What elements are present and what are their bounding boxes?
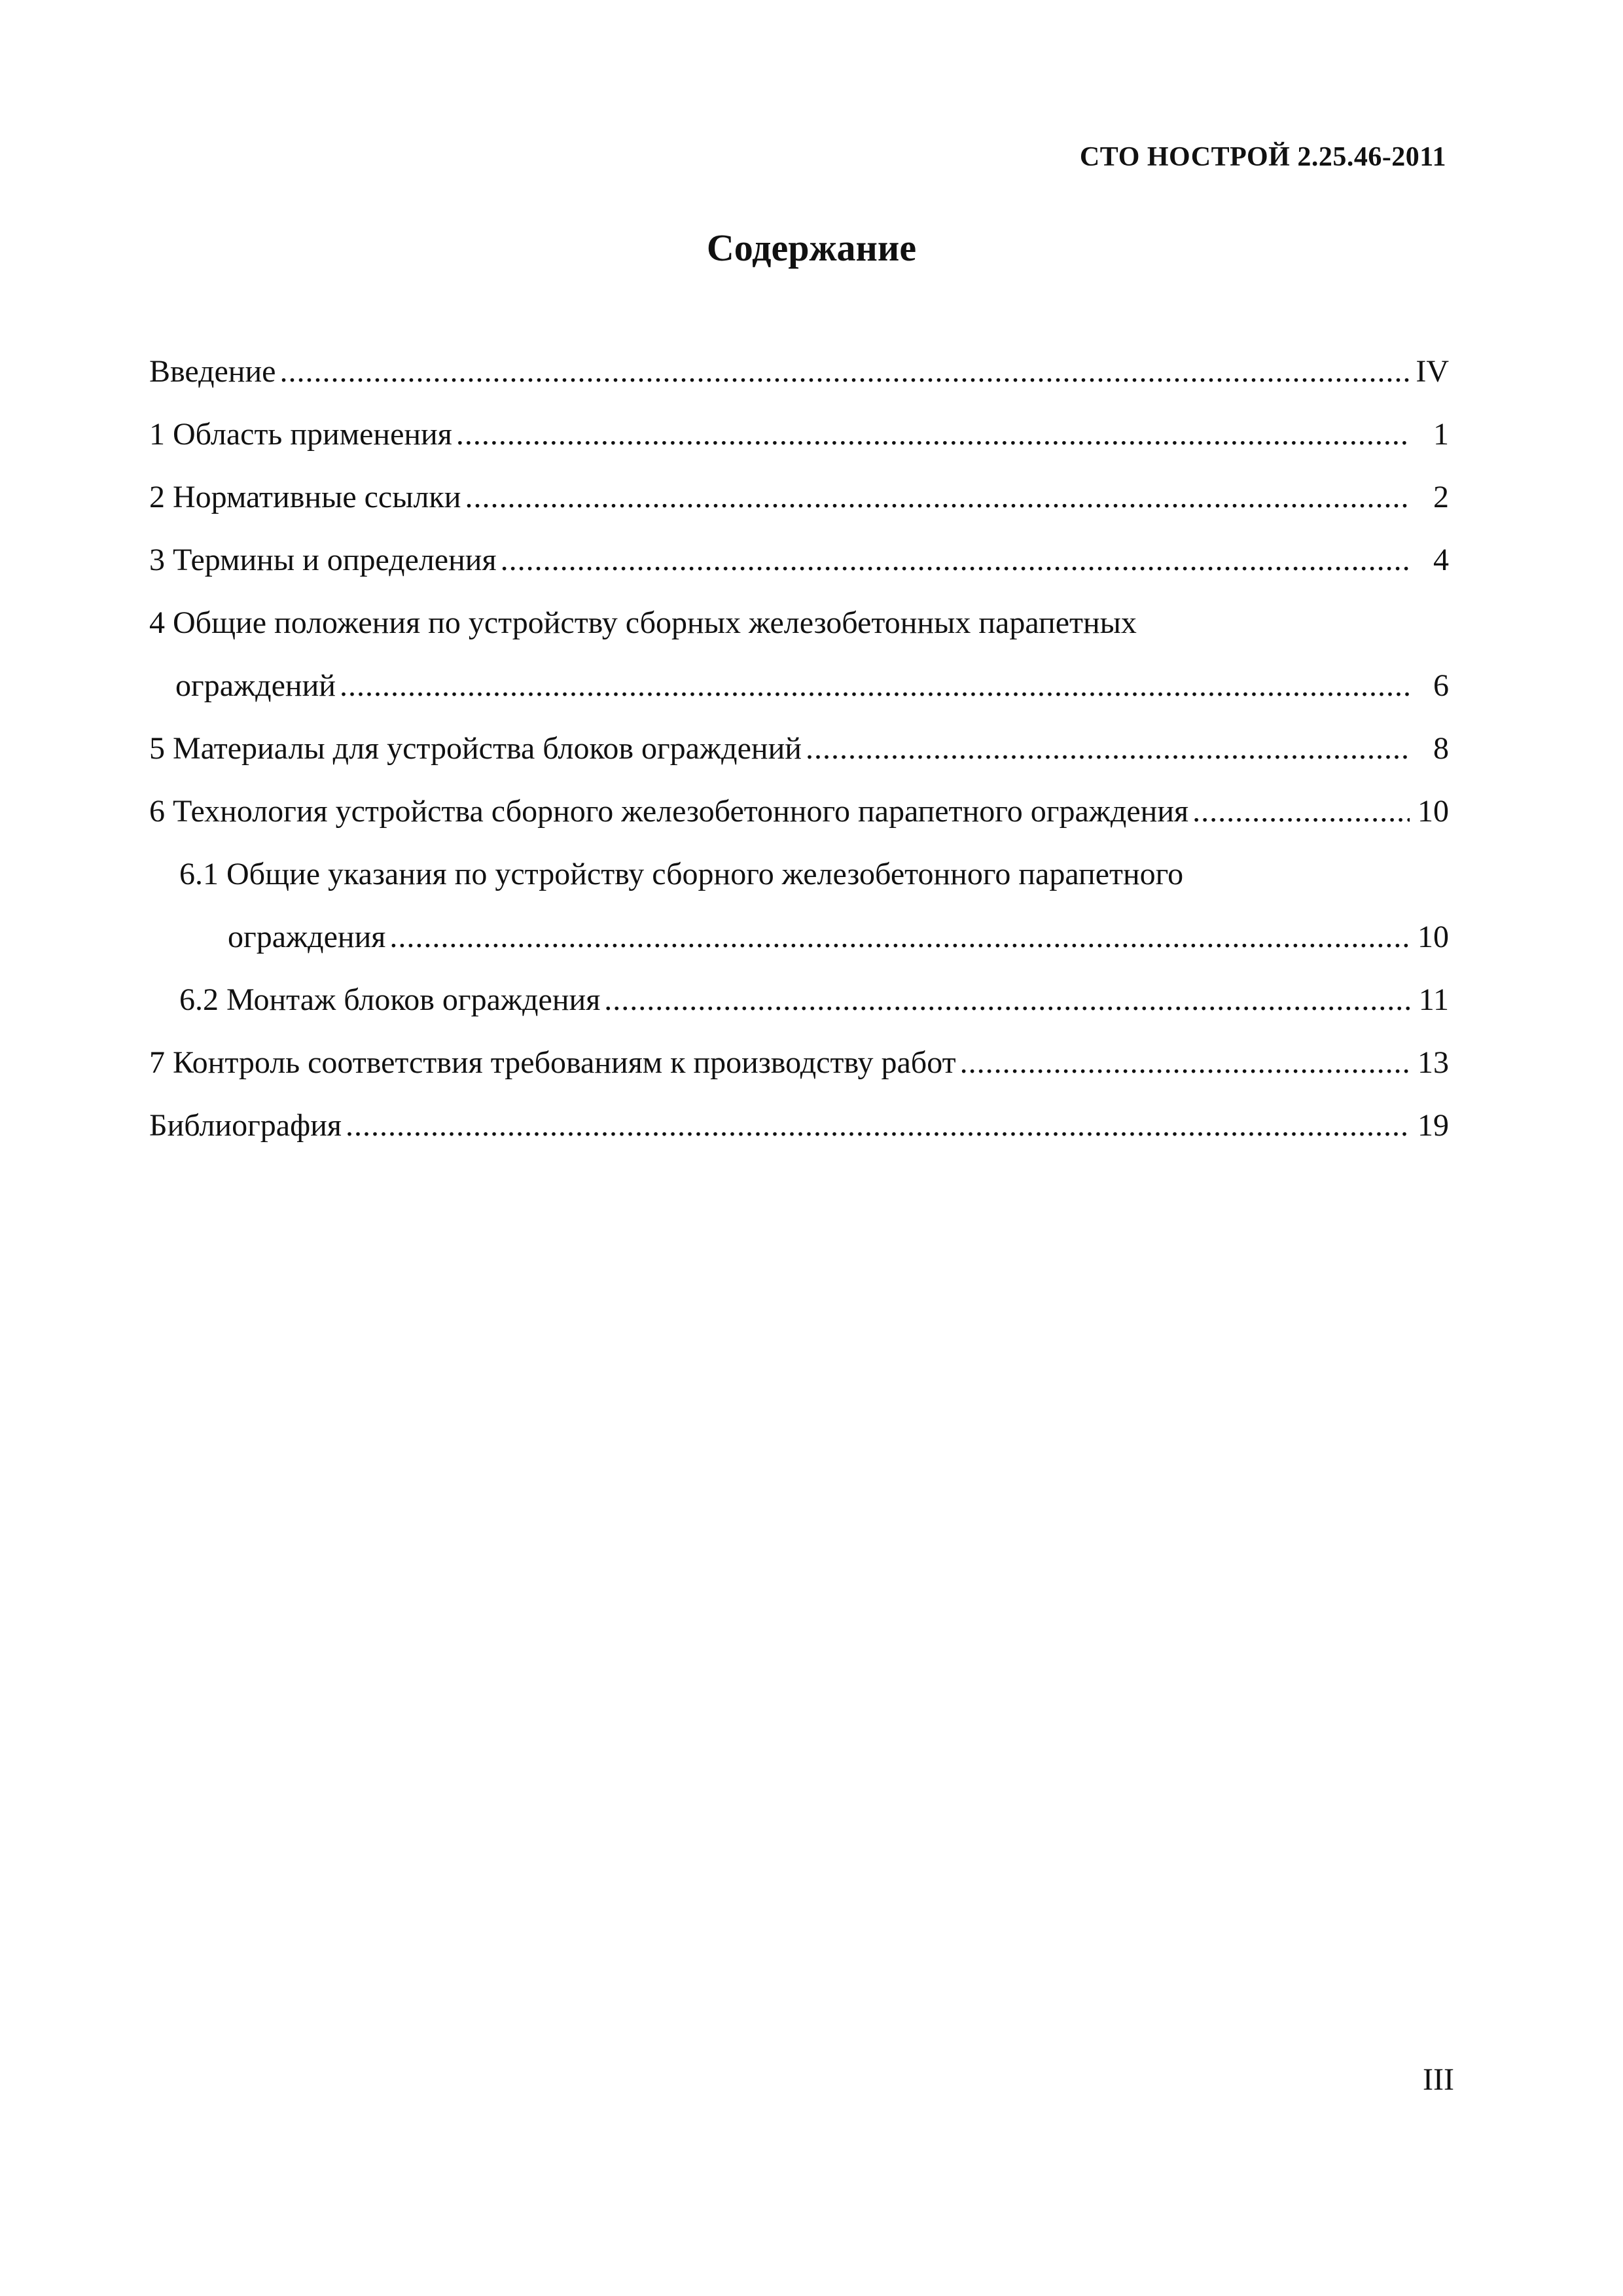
toc-entry-page: 1 — [1433, 417, 1449, 452]
toc-entry-text: 6.1 Общие указания по устройству сборного железобетонного парапетного — [179, 857, 1184, 891]
document-code: СТО НОСТРОЙ 2.25.46-2011 — [1079, 142, 1446, 172]
toc-title: Содержание — [706, 226, 917, 269]
toc-entry-general-instructions[interactable] — [149, 843, 1449, 906]
toc-entry-terms[interactable] — [149, 529, 1449, 592]
toc-leader-dots — [806, 717, 1410, 780]
toc-entry-page: 10 — [1418, 794, 1449, 829]
toc-entry-general-instructions-cont[interactable] — [149, 906, 1449, 969]
toc-entry-page: 2 — [1433, 480, 1449, 514]
toc-entry-page: 10 — [1418, 920, 1449, 954]
toc-entry-text: Введение — [149, 354, 276, 389]
toc-entry-technology[interactable] — [149, 780, 1449, 843]
toc-entry-text: 6.2 Монтаж блоков ограждения — [179, 982, 601, 1017]
toc-entry-text: 6 Технология устройства сборного железобетонного парапетного ограждения — [149, 794, 1189, 829]
toc-leader-dots — [279, 340, 1410, 403]
page-number: III — [1423, 2062, 1454, 2097]
toc-entry-text: 2 Нормативные ссылки — [149, 480, 461, 514]
toc-entry-page: 13 — [1418, 1045, 1449, 1080]
table-of-contents — [149, 340, 1449, 1157]
toc-entry-page: 8 — [1433, 731, 1449, 766]
toc-entry-page: 11 — [1418, 982, 1449, 1017]
toc-entry-page: 4 — [1433, 543, 1449, 577]
toc-entry-text-cont: ограждений — [175, 668, 336, 703]
toc-entry-materials[interactable] — [149, 717, 1449, 780]
toc-entry-quality-control[interactable] — [149, 1031, 1449, 1094]
toc-leader-dots — [346, 1094, 1410, 1157]
toc-entry-text: 4 Общие положения по устройству сборных железобетонных парапетных — [149, 605, 1137, 640]
toc-entry-text: 5 Материалы для устройства блоков ограждений — [149, 731, 802, 766]
toc-leader-dots — [465, 466, 1410, 529]
toc-leader-dots — [389, 906, 1410, 969]
toc-leader-dots — [456, 403, 1410, 466]
toc-entry-text-cont: ограждения — [228, 920, 386, 954]
toc-entry-text: 7 Контроль соответствия требованиям к производству работ — [149, 1045, 956, 1080]
toc-entry-text: Библиография — [149, 1108, 342, 1143]
toc-leader-dots — [604, 969, 1410, 1031]
toc-entry-bibliography[interactable] — [149, 1094, 1449, 1157]
toc-entry-normative-references[interactable] — [149, 466, 1449, 529]
toc-entry-page: IV — [1416, 354, 1449, 389]
toc-leader-dots — [340, 655, 1410, 717]
toc-entry-page: 19 — [1418, 1108, 1449, 1143]
toc-entry-general-provisions-cont[interactable] — [149, 655, 1449, 717]
toc-entry-introduction[interactable] — [149, 340, 1449, 403]
toc-entry-scope[interactable] — [149, 403, 1449, 466]
toc-leader-dots — [501, 529, 1410, 592]
toc-entry-page: 6 — [1433, 668, 1449, 703]
toc-entry-installation[interactable] — [149, 969, 1449, 1031]
toc-leader-dots — [1192, 780, 1410, 843]
toc-entry-text: 3 Термины и определения — [149, 543, 497, 577]
toc-leader-dots — [960, 1031, 1410, 1094]
toc-entry-general-provisions[interactable] — [149, 592, 1449, 655]
toc-entry-text: 1 Область применения — [149, 417, 452, 452]
